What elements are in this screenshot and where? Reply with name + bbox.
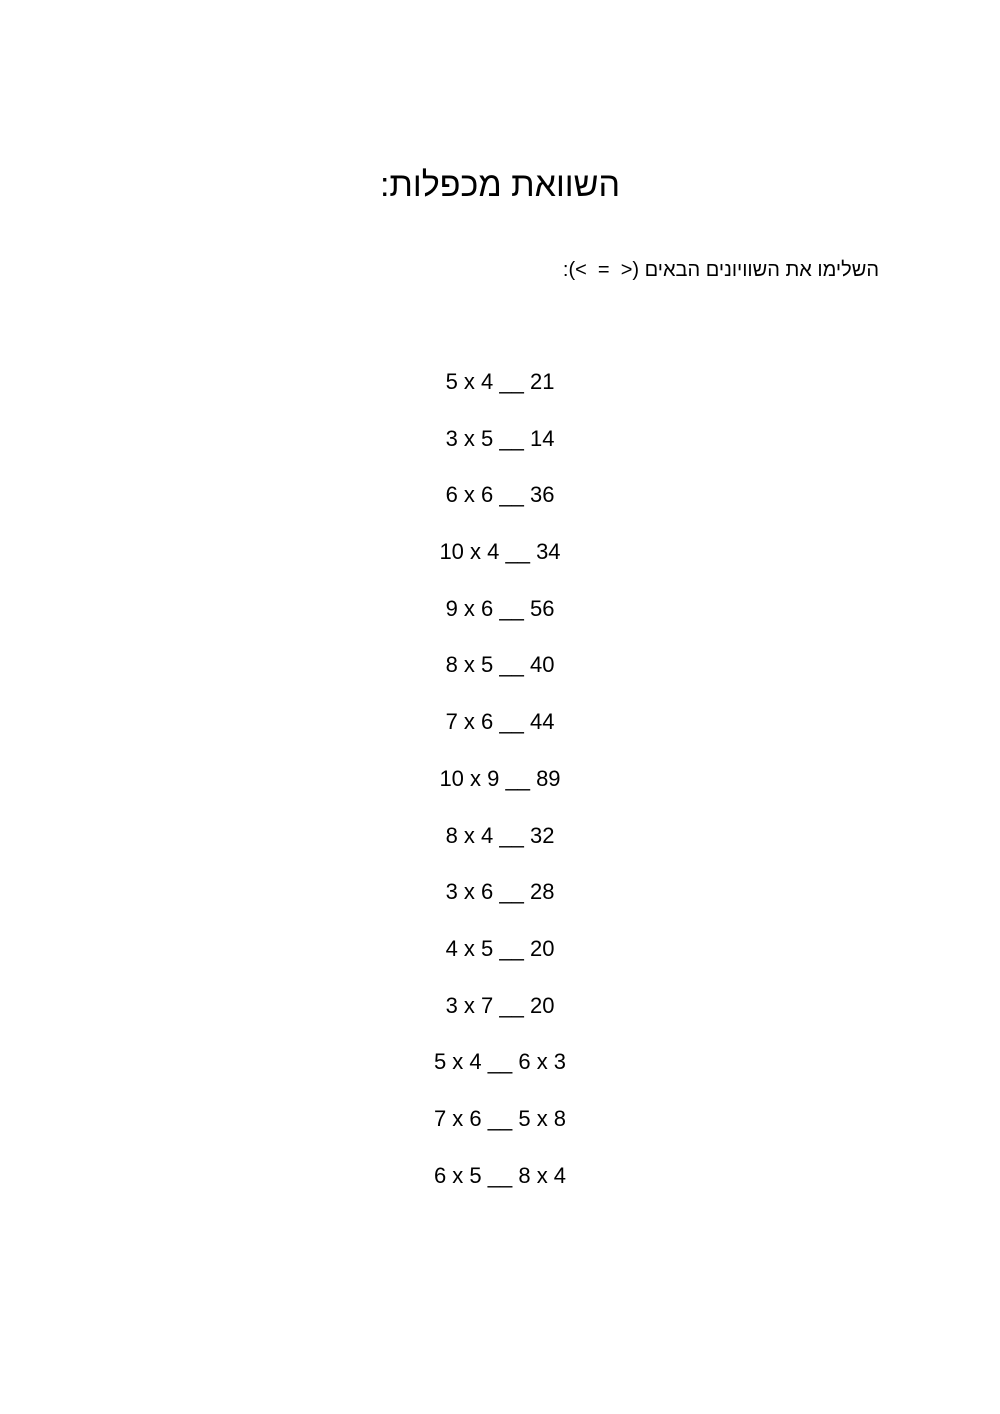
exercise-item: 3 x 7 __ 20 (445, 992, 555, 1018)
exercise-item: 3 x 6 __ 28 (445, 879, 555, 905)
exercise-item: 10 x 9 __ 89 (439, 765, 561, 791)
exercise-item: 8 x 5 __ 40 (445, 652, 555, 678)
exercise-item: 10 x 4 __ 34 (439, 539, 561, 565)
exercise-item: 9 x 6 __ 56 (445, 595, 555, 621)
exercise-item: 5 x 4 __ 21 (445, 369, 555, 394)
exercise-item: 8 x 4 __ 32 (445, 822, 555, 848)
exercise-list (0, 366, 1000, 1216)
exercise-item: 5 x 4 __ 6 x 3 (433, 1049, 567, 1075)
exercise-item: 4 x 5 __ 20 (445, 935, 555, 961)
exercise-item: 7 x 6 __ 44 (445, 709, 555, 735)
worksheet-title: השוואת מכפלות: (379, 166, 621, 204)
exercise-item: 6 x 5 __ 8 x 4 (433, 1162, 567, 1188)
exercise-item: 3 x 5 __ 14 (445, 425, 555, 451)
instructions-text: השלימו את השוויונים הבאים (< = >): (562, 259, 879, 281)
exercise-item: 7 x 6 __ 5 x 8 (433, 1105, 567, 1131)
exercise-item: 6 x 6 __ 36 (445, 482, 555, 508)
